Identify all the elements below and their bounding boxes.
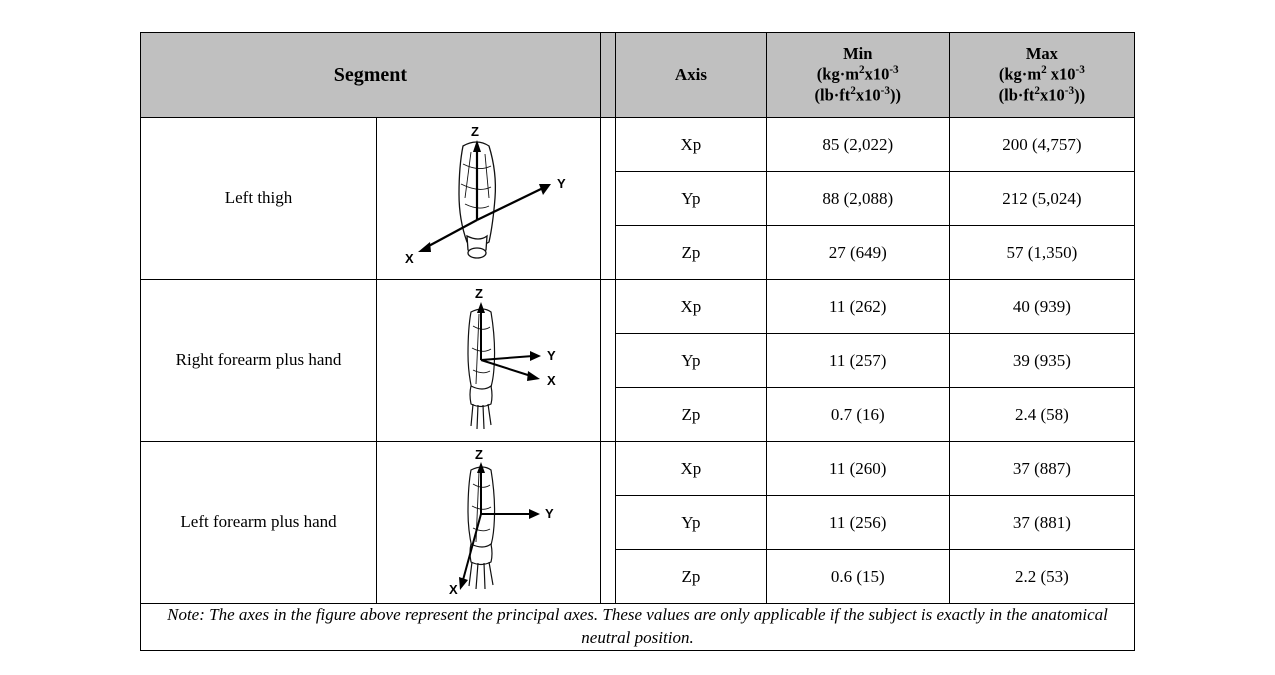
axis-value: Xp	[616, 280, 767, 334]
max-value: 2.4 (58)	[949, 388, 1134, 442]
right-forearm-hand-axes-diagram	[393, 286, 583, 436]
header-min-line3: $(lb\cdot ft^2x10^{-3})$)	[814, 85, 901, 105]
header-max-line2: ($kg\cdot m^2$ $x10^{-3}$	[998, 64, 1085, 84]
y-arrow-head	[530, 351, 541, 361]
y-axis-label: Y	[557, 175, 567, 191]
segment-label-left-thigh: Left thigh	[141, 118, 377, 280]
y-axis-label: Y	[545, 505, 555, 521]
moment-of-inertia-table	[140, 32, 1135, 651]
min-value: 11 (257)	[766, 334, 949, 388]
left-thigh-axes-diagram	[393, 124, 583, 274]
figure-cell-left-thigh	[377, 118, 601, 280]
figure-cell-left-forearm-hand	[377, 442, 601, 604]
header-min-line2: ($kg\cdot m^2x10^{-3}$	[816, 64, 899, 84]
spacer-cell-2	[600, 280, 615, 442]
table-row	[141, 280, 1135, 334]
max-value: 2.2 (53)	[949, 550, 1134, 604]
max-value: 37 (881)	[949, 496, 1134, 550]
anthropometry-table-container	[140, 32, 1135, 651]
table-row	[141, 442, 1135, 496]
table-header	[141, 33, 1135, 118]
x-axis-label: X	[449, 581, 459, 597]
header-max-line1: Max	[1025, 44, 1058, 64]
max-value: 57 (1,350)	[949, 226, 1134, 280]
min-value: 88 (2,088)	[766, 172, 949, 226]
axis-value: Zp	[616, 550, 767, 604]
axis-value: Zp	[616, 226, 767, 280]
right-forearm-hand-axes-figure	[377, 286, 600, 436]
header-min	[766, 33, 949, 118]
max-value: 212 (5,024)	[949, 172, 1134, 226]
table-body	[141, 118, 1135, 651]
min-value: 11 (256)	[766, 496, 949, 550]
header-spacer	[600, 33, 615, 118]
table-note: Note: The axes in the figure above represent the principal axes. These values are only applicable if the subject is exactly in the anatomical neutral position.	[141, 604, 1135, 651]
left-forearm-hand-axes-figure	[377, 448, 600, 598]
min-value: 27 (649)	[766, 226, 949, 280]
header-max	[949, 33, 1134, 118]
max-value: 40 (939)	[949, 280, 1134, 334]
spacer-cell-3	[600, 442, 615, 604]
min-value: 11 (262)	[766, 280, 949, 334]
min-value: 0.7 (16)	[766, 388, 949, 442]
axis-value: Yp	[616, 496, 767, 550]
z-axis-label: Z	[475, 285, 484, 301]
header-segment: Segment	[141, 33, 601, 118]
x-arrow-head	[527, 371, 540, 381]
x-arrow-head	[418, 242, 431, 252]
axis-value: Yp	[616, 334, 767, 388]
y-arrow-head	[529, 509, 540, 519]
z-arrow-head	[477, 302, 485, 313]
axis-value: Xp	[616, 442, 767, 496]
axis-value: Zp	[616, 388, 767, 442]
table-note-row	[141, 604, 1135, 651]
header-axis: Axis	[616, 33, 767, 118]
z-axis-label: Z	[471, 123, 480, 139]
figure-cell-right-forearm-hand	[377, 280, 601, 442]
table-header-row	[141, 33, 1135, 118]
table-row	[141, 118, 1135, 172]
x-arrow-head	[459, 577, 468, 590]
max-value: 39 (935)	[949, 334, 1134, 388]
x-axis-label: X	[547, 372, 557, 388]
axis-value: Xp	[616, 118, 767, 172]
header-max-line3: $(lb\cdot ft^2x10^{-3})$)	[998, 85, 1086, 105]
y-axis-label: Y	[547, 347, 557, 363]
header-min-line1: Min	[843, 44, 873, 64]
left-thigh-axes-figure	[377, 124, 600, 274]
segment-label-left-forearm-hand: Left forearm plus hand	[141, 442, 377, 604]
min-value: 85 (2,022)	[766, 118, 949, 172]
x-axis-label: X	[405, 250, 415, 266]
max-value: 200 (4,757)	[949, 118, 1134, 172]
min-value: 11 (260)	[766, 442, 949, 496]
max-value: 37 (887)	[949, 442, 1134, 496]
segment-label-right-forearm-hand: Right forearm plus hand	[141, 280, 377, 442]
axis-value: Yp	[616, 172, 767, 226]
min-value: 0.6 (15)	[766, 550, 949, 604]
z-axis-label: Z	[475, 447, 484, 462]
spacer-cell-1	[600, 118, 615, 280]
left-forearm-hand-axes-diagram	[393, 448, 583, 598]
